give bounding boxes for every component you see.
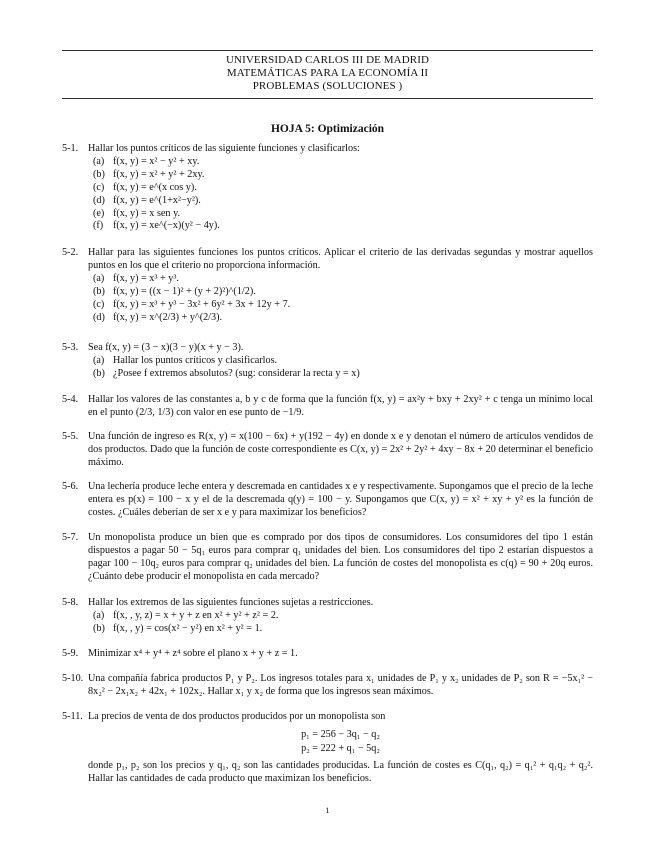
problem-body xyxy=(88,143,593,233)
problem-body xyxy=(88,673,593,699)
sub-item-text: Hallar los puntos críticos y clasificarlos. xyxy=(113,354,278,366)
problem-11 xyxy=(62,711,593,786)
sub-item xyxy=(93,623,593,636)
problem-number: 5-9. xyxy=(62,648,79,659)
problem-4 xyxy=(62,394,593,420)
sub-item-text: f(x, y) = x³ + y³ − 3x² + 6y² + 3x + 12y + 7. xyxy=(113,298,291,310)
sub-item-label: (f) xyxy=(93,220,104,232)
problem-2 xyxy=(62,247,593,324)
problem-5 xyxy=(62,431,593,470)
sub-item-text: f(x, , y, z) = x + y + z en x² + y² + z² = 2. xyxy=(113,609,279,621)
problem-statement: Hallar los extremos de las siguientes funciones sujetas a restricciones. xyxy=(88,597,374,608)
page-number: 1 xyxy=(325,806,330,815)
sub-item-text: f(x, y) = e^(1+x²−y²). xyxy=(113,194,201,206)
sub-item-label: (a) xyxy=(93,609,105,621)
sub-item-text: ¿Posee f extremos absolutos? (sug: considerar la recta y = x) xyxy=(113,367,360,379)
header-bottom-rule xyxy=(62,98,593,99)
header-university: UNIVERSIDAD CARLOS III DE MADRID xyxy=(225,54,430,66)
sub-item-label: (b) xyxy=(93,168,105,180)
header-top-rule xyxy=(62,50,593,51)
sub-item-label: (a) xyxy=(93,155,105,167)
problem-body xyxy=(88,247,593,324)
problem-number: 5-1. xyxy=(62,143,79,154)
problem-statement: Hallar para las siguientes funciones los puntos críticos. Aplicar el criterio de las derivadas segundas y mostrar aquellos puntos en los que el criterio no proporciona información. xyxy=(88,247,593,271)
problem-body xyxy=(88,532,593,584)
sub-item-label: (a) xyxy=(93,354,105,366)
problem-number: 5-3. xyxy=(62,342,79,353)
sub-item xyxy=(93,368,593,381)
sub-item-text: f(x, y) = e^(x cos y). xyxy=(113,181,197,193)
sub-item xyxy=(93,355,593,368)
sub-item xyxy=(93,220,593,233)
sub-item-label: (e) xyxy=(93,207,105,219)
problem-statement: Sea f(x, y) = (3 − x)(3 − y)(x + y − 3). xyxy=(88,342,244,353)
problem-statement: Una compañía fabrica productos P₁ y P₂. Los ingresos totales para x₁ unidades de P₁ y x₂ unidades de P₂ son R = −5x₁² − 8x₂² − 2x₁x₂ + 42x₁ + 102x₂. Hallar x₁ y x₂ de forma que los ingresos sean máximos. xyxy=(88,673,593,697)
sub-item xyxy=(93,169,593,182)
problem-continuation: donde p₁, p₂ son los precios y q₁, q₂ son las cantidades producidas. La función de costes es C(q₁, q₂) = q₁² + q₁q₂ + q₂². Hallar las cantidades de cada producto que maximizan los beneficios. xyxy=(88,759,593,784)
sub-item xyxy=(93,286,593,299)
sub-item xyxy=(93,273,593,286)
problem-statement: Un monopolista produce un bien que es comprado por dos tipos de consumidores. Los consumidores del tipo 1 están dispuestos a pagar 50 − 5q₁ euros para comprar q₁ unidades del bien. Los consumidores del tipo 2 estarían dispuestos a pagar 100 − 10q₂ euros para comprar q₂ unidades del bien. La función de costes del monopolista es c(q) = 90 + 20q euros. ¿Cuánto debe producir el monopolista en cada mercado? xyxy=(88,532,593,582)
problem-1 xyxy=(62,143,593,233)
problem-body xyxy=(88,342,593,381)
sub-item-label: (c) xyxy=(93,298,105,310)
sub-item-label: (a) xyxy=(93,272,105,284)
sub-item-label: (b) xyxy=(93,367,105,379)
problem-body xyxy=(88,431,593,470)
problem-number: 5-2. xyxy=(62,247,79,258)
sub-item-label: (b) xyxy=(93,622,105,634)
sub-item xyxy=(93,299,593,312)
problem-statement: Minimizar x⁴ + y⁴ + z⁴ sobre el plano x + y + z = 1. xyxy=(88,648,298,659)
sub-item-text: f(x, y) = x² − y² + xy. xyxy=(113,155,200,167)
sheet-title: HOJA 5: Optimización xyxy=(270,123,385,135)
problem-number: 5-7. xyxy=(62,532,79,543)
problem-statement: Hallar los puntos críticos de las siguiente funciones y clasificarlos: xyxy=(88,143,360,154)
problem-3 xyxy=(62,342,593,381)
sub-item-label: (b) xyxy=(93,285,105,297)
problem-statement: Una función de ingreso es R(x, y) = x(100 − 6x) + y(192 − 4y) en donde x e y denotan el número de artículos vendidos de dos productos. Dado que la función de coste correspondiente es C(x, y) = 2x² + 2y² + 4xy − 8x + 20 determinar el beneficio máximo. xyxy=(88,431,593,468)
problem-body xyxy=(88,597,593,636)
problem-body xyxy=(88,394,593,420)
problem-number: 5-5. xyxy=(62,431,79,442)
problem-number: 5-11. xyxy=(62,711,83,722)
problem-statement: La precios de venta de dos productos producidos por un monopolista son xyxy=(88,711,386,722)
sub-item xyxy=(93,195,593,208)
problem-number: 5-10. xyxy=(62,673,84,684)
problem-statement: Hallar los valores de las constantes a, b y c de forma que la función f(x, y) = ax²y + bxy + 2xy² + c tenga un mínimo local en el punto (2/3, 1/3) con valor en ese punto de −1/9. xyxy=(88,394,593,418)
problem-8 xyxy=(62,597,593,636)
problem-body xyxy=(88,481,593,520)
problem-9 xyxy=(62,648,593,661)
problem-body xyxy=(88,648,593,661)
problem-6 xyxy=(62,481,593,520)
sub-item xyxy=(93,182,593,195)
sub-item-label: (c) xyxy=(93,181,105,193)
sub-item-label: (d) xyxy=(93,194,105,206)
problem-body xyxy=(88,711,593,786)
problem-10 xyxy=(62,673,593,699)
equation: p₁ = 256 − 3q₁ − q₂ xyxy=(301,728,380,740)
sub-item-text: f(x, y) = xe^(−x)(y² − 4y). xyxy=(113,220,220,232)
sub-item-text: f(x, y) = x sen y. xyxy=(113,207,181,219)
sub-item-text: f(x, y) = x² + y² + 2xy. xyxy=(113,168,205,180)
sub-item xyxy=(93,208,593,221)
sub-item xyxy=(93,610,593,623)
sub-item-text: f(x, y) = x^(2/3) + y^(2/3). xyxy=(113,311,223,323)
equation: p₂ = 222 + q₁ − 5q₂ xyxy=(301,742,380,754)
problem-number: 5-6. xyxy=(62,481,79,492)
sub-item-text: f(x, y) = x³ + y³. xyxy=(113,272,179,284)
problem-statement: Una lechería produce leche entera y descremada en cantidades x e y respectivamente. Supongamos que el precio de la leche entera es p(x) = 100 − x y el de la descremada q(y) = 100 − y. Supongamos que C(x, y) = x² + xy + y² es la función de costes. ¿Cuáles deberían de ser x e y para maximizar los beneficios? xyxy=(88,481,593,518)
header-course: MATEMÁTICAS PARA LA ECONOMÍA II xyxy=(226,67,429,79)
problem-number: 5-8. xyxy=(62,597,79,608)
sub-item-label: (d) xyxy=(93,311,105,323)
sub-item-text: f(x, , y) = cos(x² − y²) en x² + y² = 1. xyxy=(113,622,263,634)
problem-number: 5-4. xyxy=(62,394,79,405)
sub-item-text: f(x, y) = ((x − 1)² + (y + 2)²)^(1/2). xyxy=(113,285,256,297)
problem-7 xyxy=(62,532,593,584)
header-subtitle: PROBLEMAS (SOLUCIONES ) xyxy=(252,80,403,92)
sub-item xyxy=(93,312,593,325)
sub-item xyxy=(93,156,593,169)
